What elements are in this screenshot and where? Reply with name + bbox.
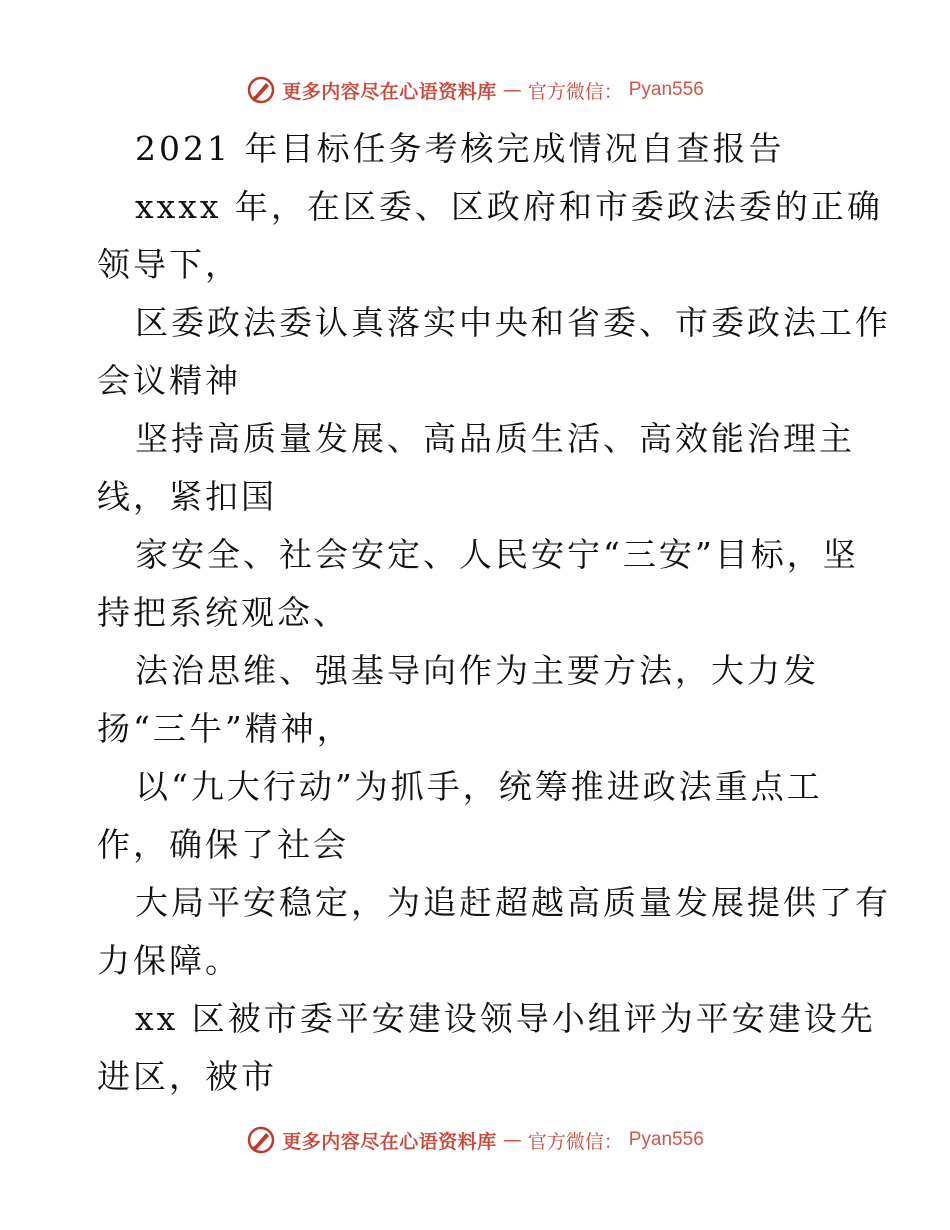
document-body	[97, 120, 891, 1106]
watermark-text: 更多内容尽在心语资料库	[282, 1130, 497, 1153]
paragraph-line: 区委政法委认真落实中央和省委、市委政法工作	[135, 303, 891, 342]
paragraph-line: xx 区被市委平安建设领导小组评为平安建设先	[135, 999, 876, 1038]
paragraph-line: 线，紧扣国	[97, 477, 277, 516]
paragraph-line: 作，确保了社会	[97, 825, 349, 864]
paragraph-line: 持把系统观念、	[97, 593, 349, 632]
watermark-contact-id: Pyan556	[628, 1129, 704, 1150]
paragraph-line: 扬“三牛”精神，	[97, 709, 353, 748]
paragraph-line: 进区，被市	[97, 1057, 277, 1096]
header-watermark	[0, 70, 950, 110]
paragraph-line: xxxx 年，在区委、区政府和市委政法委的正确	[135, 187, 883, 226]
watermark-separator: —	[502, 1129, 522, 1151]
paragraph-line: 大局平安稳定，为追赶超越高质量发展提供了有	[135, 883, 891, 922]
watermark-text: 更多内容尽在心语资料库	[282, 80, 497, 103]
pen-seal-icon	[246, 1125, 276, 1155]
watermark-separator: —	[502, 79, 522, 101]
watermark-contact-label: 官方微信：	[527, 1130, 623, 1153]
paragraph-line: 会议精神	[97, 361, 241, 400]
paragraph-line: 法治思维、强基导向作为主要方法，大力发	[135, 651, 819, 690]
paragraph-line: 家安全、社会安定、人民安宁“三安”目标，坚	[135, 535, 859, 574]
pen-seal-icon	[246, 75, 276, 105]
paragraph-line: 坚持高质量发展、高品质生活、高效能治理主	[135, 419, 855, 458]
paragraph-line: 领导下，	[97, 245, 241, 284]
footer-watermark	[0, 1120, 950, 1160]
watermark-contact-id: Pyan556	[628, 79, 704, 100]
document-title: 2021 年目标任务考核完成情况自查报告	[135, 129, 785, 168]
watermark-contact-label: 官方微信：	[527, 80, 623, 103]
paragraph-line: 力保障。	[97, 941, 241, 980]
paragraph-line: 以“九大行动”为抓手，统筹推进政法重点工	[135, 767, 823, 806]
